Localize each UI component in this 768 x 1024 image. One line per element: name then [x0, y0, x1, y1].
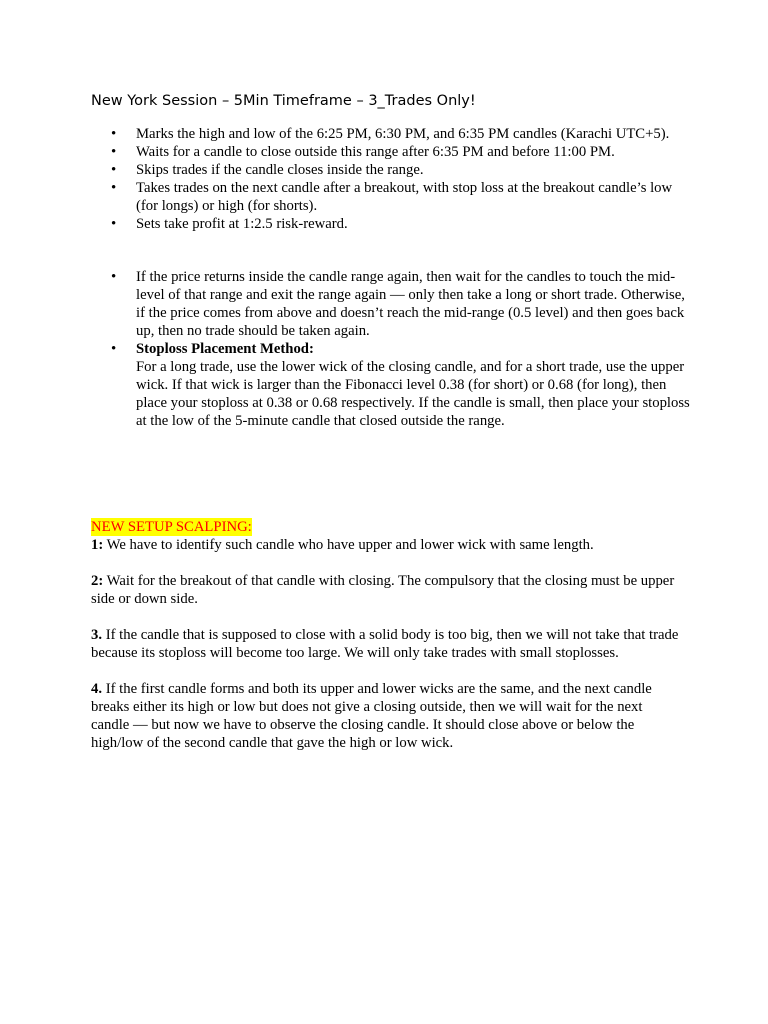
step-paragraph [91, 626, 681, 662]
rule-text: Marks the high and low of the 6:25 PM, 6:30 PM, and 6:35 PM candles (Karachi UTC+5). [136, 126, 670, 142]
rules-list [91, 125, 691, 233]
step-text: If the first candle forms and both its upper and lower wicks are the same, and the next candle breaks either its high or low but does not give a closing outside, then we will wait for the next candle — but now we have to observe the closing candle. It should close above or below the high/low of the second candle that gave the high or low wick. [91, 681, 652, 751]
bullet-icon: • [111, 341, 117, 357]
step-text: Wait for the breakout of that candle with closing. The compulsory that the closing must be upper side or down side. [91, 573, 675, 607]
rule-text: Takes trades on the next candle after a breakout, with stop loss at the breakout candle’s low (for longs) or high (for shorts). [136, 180, 673, 214]
rule-text: Sets take profit at 1:2.5 risk-reward. [136, 216, 348, 232]
list-item [91, 143, 691, 161]
bullet-icon: • [111, 162, 117, 178]
bullet-icon: • [111, 180, 117, 196]
step-text: If the candle that is supposed to close with a solid body is too big, then we will not take that trade because its stoploss will become too large. We will only take trades with small stoplosses. [91, 627, 679, 661]
bullet-icon: • [111, 216, 117, 232]
list-item [91, 215, 691, 233]
step-number: 1: [91, 537, 104, 553]
document-title: New York Session – 5Min Timeframe – 3_Trades Only! [91, 93, 476, 109]
stoploss-text: For a long trade, use the lower wick of the closing candle, and for a short trade, use the upper wick. If that wick is larger than the Fibonacci level 0.38 (for short) or 0.68 (for long), then place your stoploss at 0.38 or 0.68 respectively. If the candle is small, then place your stoploss at the low of the 5-minute candle that closed outside the range. [136, 359, 690, 429]
bullet-icon: • [111, 144, 117, 160]
step-text: We have to identify such candle who have upper and lower wick with same length. [103, 537, 594, 553]
step-number: 2: [91, 573, 104, 589]
reentry-rule-text: If the price returns inside the candle range again, then wait for the candles to touch the mid-level of that range and exit the range again — only then take a long or short trade. Otherwise, if the price comes from above and doesn’t reach the mid-range (0.5 level) and then goes back up, then no trade should be taken again. [136, 269, 685, 339]
scalping-steps [91, 536, 681, 770]
scalping-heading: NEW SETUP SCALPING: [91, 519, 252, 535]
list-item [91, 125, 691, 143]
list-item [91, 161, 691, 179]
step-paragraph [91, 680, 681, 752]
step-paragraph [91, 572, 681, 608]
step-number: 3. [91, 627, 103, 643]
stoploss-heading: Stoploss Placement Method: [136, 341, 314, 357]
rule-text: Skips trades if the candle closes inside the range. [136, 162, 424, 178]
extra-rules-list [91, 268, 691, 430]
list-item [91, 268, 691, 340]
bullet-icon: • [111, 126, 117, 142]
list-item [91, 179, 691, 215]
rule-text: Waits for a candle to close outside this range after 6:35 PM and before 11:00 PM. [136, 144, 615, 160]
step-number: 4. [91, 681, 103, 697]
bullet-icon: • [111, 269, 117, 285]
step-paragraph [91, 536, 681, 554]
list-item [91, 340, 691, 430]
